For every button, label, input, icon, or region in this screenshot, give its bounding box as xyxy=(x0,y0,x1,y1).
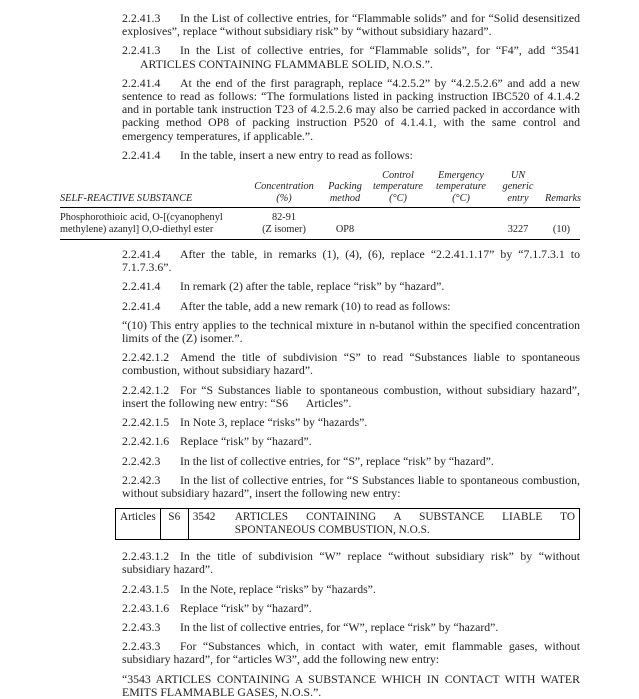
clause-text: In the list of collective entries, for “S Substances liable to spontaneous combustion, without subsidiary hazard”, insert the following new entry: xyxy=(122,472,580,500)
amendment-paragraph xyxy=(122,435,580,448)
clause-number: 2.2.42.1.2 xyxy=(122,350,170,365)
clause-text: In the list of collective entries, for “W”, replace “risk” by “hazard”. xyxy=(180,619,499,634)
amendment-paragraph xyxy=(122,455,580,468)
clause-number: 2.2.41.3 xyxy=(122,11,161,25)
table-header-row xyxy=(60,168,580,208)
clause-number: 2.2.41.4 xyxy=(122,75,161,90)
cell-concentration xyxy=(245,208,323,240)
concentration-note: (Z isomer) xyxy=(262,223,306,235)
clause-number: 2.2.42.3 xyxy=(122,472,161,487)
clause-text: In the List of collective entries, for “Flammable solids”, for “F4”, add “3541 ARTICLES CONTAINING FLAMMABLE SOLID, N.O.S.”. xyxy=(140,43,580,71)
clause-number: 2.2.41.3 xyxy=(122,43,161,58)
clause-number: 2.2.41.4 xyxy=(122,298,161,313)
amendment-paragraph xyxy=(122,384,580,410)
clause-number: 2.2.41.4 xyxy=(122,279,161,294)
clause-number: 2.2.42.1.5 xyxy=(122,415,170,430)
amendment-paragraph xyxy=(122,640,580,666)
concentration-value: 82-91 xyxy=(271,212,297,224)
cell-substance: Phosphorothioic acid, O-[(cyanophenyl methylene) azanyl] O,O-diethyl ester xyxy=(60,208,245,240)
col-header-packing-method: Packing method xyxy=(323,168,367,208)
amendment-paragraph xyxy=(122,621,580,634)
entry-classification-cell: Articles xyxy=(116,509,161,540)
cell-packing-method: OP8 xyxy=(323,208,367,240)
clause-number: 2.2.43.3 xyxy=(122,639,161,654)
clause-number: 2.2.42.1.2 xyxy=(122,382,170,397)
entry-un-number: 3542 xyxy=(192,511,216,524)
amendment-paragraph xyxy=(122,77,580,143)
clause-number: 2.2.42.3 xyxy=(122,453,161,468)
collective-entry-table xyxy=(115,508,580,540)
clause-number: 2.2.42.1.6 xyxy=(122,434,170,449)
entry-name-cell xyxy=(188,509,579,540)
collective-entry-row xyxy=(116,509,580,540)
clause-number: 2.2.43.1.5 xyxy=(122,581,170,596)
cell-control-temperature xyxy=(367,208,429,240)
cell-remarks: (10) xyxy=(543,208,580,240)
cell-un-generic-entry: 3227 xyxy=(493,208,543,240)
amendment-paragraph xyxy=(122,351,580,377)
clause-text: In the title of subdivision “W” replace “without subsidiary risk” by “without subsidiary hazard”. xyxy=(122,549,580,577)
clause-number: 2.2.43.3 xyxy=(122,619,161,634)
clause-text: In remark (2) after the table, replace “risk” by “hazard”. xyxy=(180,279,445,294)
clause-number: 2.2.43.1.6 xyxy=(122,600,170,615)
self-reactive-substances-table xyxy=(60,168,580,240)
col-header-concentration: Concentration (%) xyxy=(245,168,323,208)
clause-text: For “Substances which, in contact with water, emit flammable gases, without subsidiary hazard”, for “articles W3”, add the following new entry: xyxy=(122,639,580,667)
clause-text: For “S Substances liable to spontaneous combustion, without subsidiary hazard”, insert the following new entry: “S6 Articles”. xyxy=(122,382,580,410)
amendment-paragraph xyxy=(122,280,580,293)
quoted-entry-paragraph: “3543 ARTICLES CONTAINING A SUBSTANCE WHICH IN CONTACT WITH WATER EMITS FLAMMABLE GASES, N.O.S.”. xyxy=(122,671,580,699)
amendment-paragraph xyxy=(122,474,580,500)
clause-text: In the list of collective entries, for “S”, replace “risk” by “hazard”. xyxy=(180,453,494,468)
clause-number: 2.2.41.4 xyxy=(122,147,161,162)
amendment-paragraph xyxy=(122,12,580,38)
amendment-paragraph xyxy=(122,583,580,596)
clause-text: In the List of collective entries, for “Flammable solids” and for “Solid desensitized explosives”, replace “without subsidiary risk” by “without subsidiary hazard”. xyxy=(122,11,580,39)
col-header-remarks: Remarks xyxy=(543,168,580,208)
table-row xyxy=(60,208,580,240)
clause-text: In the table, insert a new entry to read as follows: xyxy=(180,147,413,162)
col-header-emergency-temperature: Emergency temperature (°C) xyxy=(429,168,493,208)
clause-text: In Note 3, replace “risks” by “hazards”. xyxy=(180,415,368,430)
col-header-substance: SELF-REACTIVE SUBSTANCE xyxy=(60,168,245,208)
quoted-remark-paragraph: “(10) This entry applies to the technical mixture in n-butanol within the specified concentration limits of the (Z) isomer.”. xyxy=(122,317,580,346)
amendment-paragraph xyxy=(122,248,580,274)
entry-name: ARTICLES CONTAINING A SUBSTANCE LIABLE TO SPONTANEOUS COMBUSTION, N.O.S. xyxy=(234,511,575,537)
clause-text: Replace “risk” by “hazard”. xyxy=(180,600,312,615)
clause-text: After the table, add a new remark (10) to read as follows: xyxy=(180,298,451,313)
amendment-paragraph xyxy=(122,550,580,576)
amendment-paragraph xyxy=(122,300,580,313)
clause-text: In the Note, replace “risks” by “hazards”. xyxy=(180,581,376,596)
clause-number: 2.2.41.4 xyxy=(122,247,161,262)
amendment-paragraph xyxy=(122,44,580,70)
cell-emergency-temperature xyxy=(429,208,493,240)
clause-text: After the table, in remarks (1), (4), (6), replace “2.2.41.1.17” by “7.1.7.3.1 to 7.1.7.3.6”. xyxy=(122,247,580,275)
amendment-paragraph xyxy=(122,149,580,162)
clause-text: Amend the title of subdivision “S” to read “Substances liable to spontaneous combustion, without subsidiary hazard”. xyxy=(122,350,580,378)
clause-number: 2.2.43.1.2 xyxy=(122,549,170,564)
col-header-un-generic-entry: UN generic entry xyxy=(493,168,543,208)
amendment-paragraph xyxy=(122,416,580,429)
clause-text: Replace “risk” by “hazard”. xyxy=(180,434,312,449)
clause-text: At the end of the first paragraph, replace “4.2.5.2” by “4.2.5.2.6” and add a new sentence to read as follows: “The formulations listed in packing instruction IBC520 of 4.1.4.2 and in portable tank instruction T23 of 4.2.5.2.6 may also be carried packed in accordance with packing method OP8 of packing instruction P520 of 4.1.4.1, with the same control and emergency temperatures, if applicable.”. xyxy=(122,75,580,143)
amendment-paragraph xyxy=(122,602,580,615)
entry-code-cell: S6 xyxy=(160,509,188,540)
col-header-control-temperature: Control temperature (°C) xyxy=(367,168,429,208)
